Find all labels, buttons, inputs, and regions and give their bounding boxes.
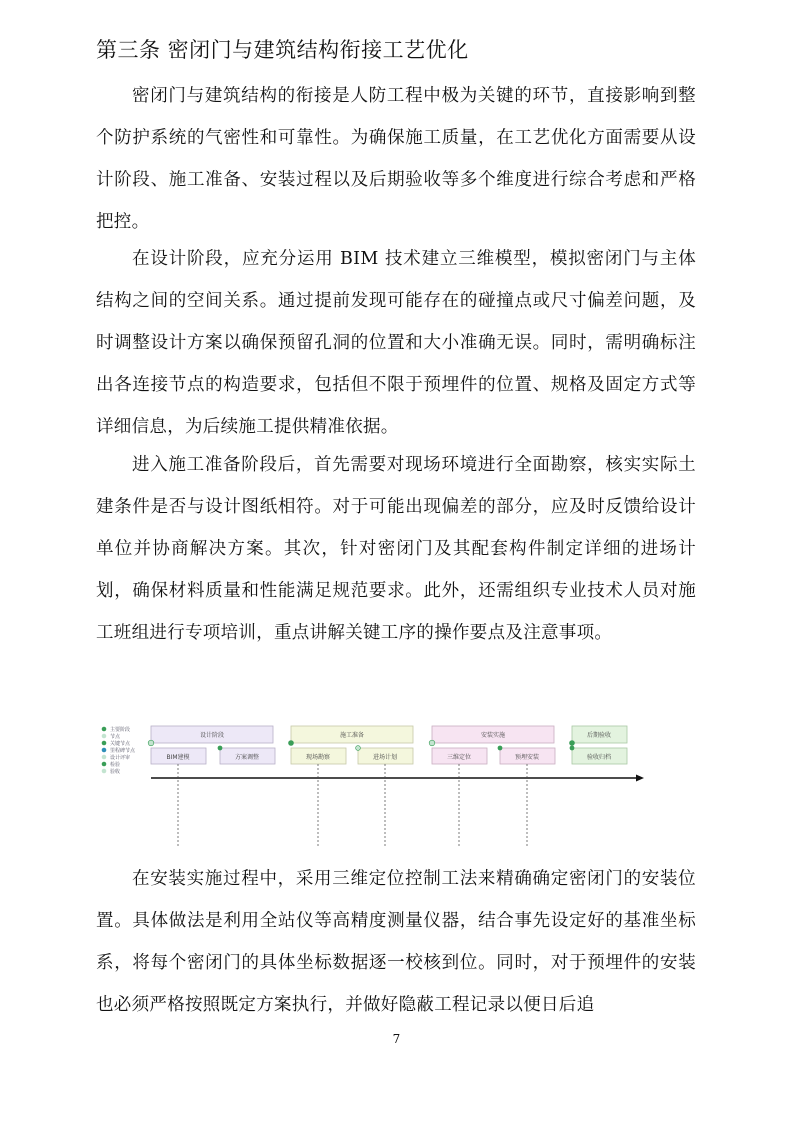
legend-marker <box>102 741 107 746</box>
phase-label: 后期验收 <box>586 732 612 739</box>
milestone-node <box>570 746 575 751</box>
legend-marker <box>102 755 107 760</box>
phase-label: 设计阶段 <box>199 732 225 739</box>
task-label: 预埋安装 <box>514 754 540 761</box>
legend-item: 验收 <box>110 769 121 775</box>
legend-marker <box>102 769 107 774</box>
paragraph-2: 在设计阶段，应充分运用 BIM 技术建立三维模型，模拟密闭门与主体结构之间的空间关系。通过提前发现可能存在的碰撞点或尺寸偏差问题，及时调整设计方案以确保预留孔洞的位置和大小准确无误。同时，需明确标注出各连接节点的构造要求，包括但不限于预埋件的位置、规格及固定方式等详细信息，为后续施工提供精准依据。 <box>96 249 696 437</box>
legend-item: 关键节点 <box>110 741 131 747</box>
task-label: 三维定位 <box>446 754 472 761</box>
legend-item: 节点 <box>110 734 121 740</box>
milestone-node <box>288 740 294 746</box>
legend-marker <box>102 762 107 767</box>
task-label: 方案调整 <box>234 754 260 761</box>
milestone-node <box>569 740 575 746</box>
legend-marker <box>102 727 107 732</box>
milestone-node <box>148 740 154 746</box>
diagram-legend <box>102 726 136 775</box>
task-label: 现场勘察 <box>305 754 331 761</box>
paragraph-1: 密闭门与建筑结构的衔接是人防工程中极为关键的环节，直接影响到整个防护系统的气密性和可靠性。为确保施工质量，在工艺优化方面需要从设计阶段、施工准备、安装过程以及后期验收等多个维度进行综合考虑和严格把控。 <box>96 86 696 232</box>
legend-item: 设计评审 <box>110 755 131 761</box>
legend-item: 检验 <box>110 762 121 768</box>
timeline-arrow-icon <box>636 775 644 782</box>
dashed-guide-lines <box>178 764 527 848</box>
paragraph-4: 在安装实施过程中，采用三维定位控制工法来精确确定密闭门的安装位置。具体做法是利用全站仪等高精度测量仪器，结合事先设定好的基准坐标系，将每个密闭门的具体坐标数据逐一校核到位。同时，对于预埋件的安装也必须严格按照既定方案执行，并做好隐蔽工程记录以便日后追 <box>96 869 696 1015</box>
legend-marker <box>102 734 107 739</box>
task-label: 进场计划 <box>372 754 398 761</box>
process-timeline-diagram <box>96 718 656 853</box>
phase-label: 安装实施 <box>480 732 506 739</box>
phase-label: 施工准备 <box>339 732 365 739</box>
legend-item: 主要阶段 <box>110 727 131 733</box>
legend-marker <box>102 748 107 753</box>
milestone-node <box>218 746 223 751</box>
milestone-node <box>356 746 361 751</box>
legend-item: 里程碑节点 <box>110 748 136 754</box>
paragraph-3: 进入施工准备阶段后，首先需要对现场环境进行全面勘察，核实实际土建条件是否与设计图纸相符。对于可能出现偏差的部分，应及时反馈给设计单位并协商解决方案。其次，针对密闭门及其配套构件制定详细的进场计划，确保材料质量和性能满足规范要求。此外，还需组织专业技术人员对施工班组进行专项培训，重点讲解关键工序的操作要点及注意事项。 <box>96 455 696 643</box>
task-boxes <box>151 748 627 764</box>
milestone-node <box>498 746 503 751</box>
phase-boxes <box>151 726 627 743</box>
task-label: 验收归档 <box>586 754 612 761</box>
section-heading: 第三条 密闭门与建筑结构衔接工艺优化 <box>96 38 469 62</box>
task-label: BIM建模 <box>166 754 190 761</box>
milestone-node <box>429 740 435 746</box>
page-number: 7 <box>392 1032 401 1046</box>
